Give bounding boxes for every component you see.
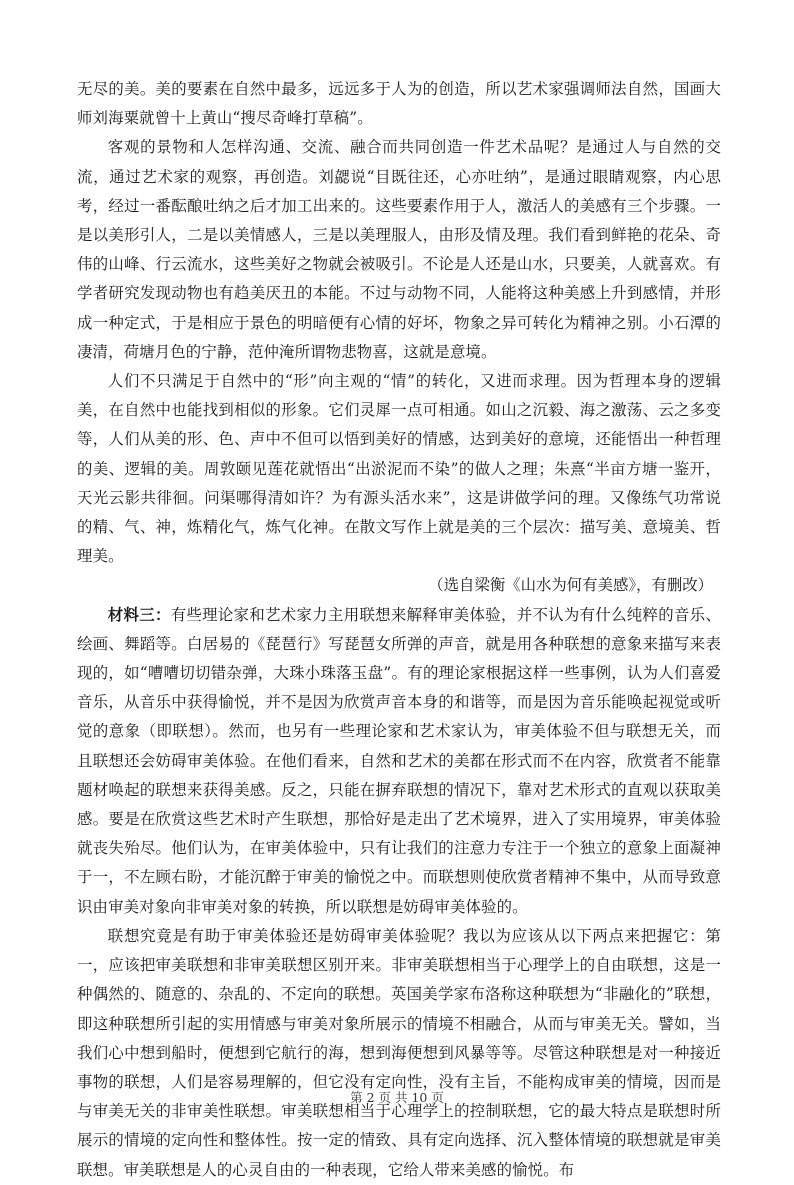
source-citation: （选自梁衡《山水为何有美感》，有删改） [428, 576, 713, 595]
paragraph-continuation: 无尽的美。美的要素在自然中最多，远远多于人为的创造，所以艺术家强调师法自然，国画大师刘海粟就曾十上黄山“搜尽奇峰打草稿”。 [77, 80, 721, 128]
paragraph-philosophy: 人们不只满足于自然中的“形”向主观的“情”的转化，又进而求理。因为哲理本身的逻辑美，在自然中也能找到相似的形象。它们灵犀一点可相通。如山之沉毅、海之激荡、云之多变等，人们从美的形、色、声中不但可以悟到美好的情感，达到美好的意境，还能悟出一种哲理的美、逻辑的美。周敦颐见莲花就悟出“出淤泥而不染”的做人之理；朱熹“半亩方塘一鉴开，天光云影共徘徊。问渠哪得清如许？为有源头活水来”，这是讲做学问的理。又像练气功常说的精、气、神，炼精化气，炼气化神。在散文写作上就是美的三个层次：描写美、意境美、哲理美。 [77, 372, 721, 566]
document-body [77, 75, 721, 1185]
paragraph-association: 联想究竟是有助于审美体验还是妨碍审美体验呢？我以为应该从以下两点来把握它：第一，应该把审美联想和非审美联想区别开来。非审美联想相当于心理学上的自由联想，这是一种偶然的、随意的、杂乱的、不定向的联想。英国美学家布洛称这种联想为“非融化的”联想，即这种联想所引起的实用情感与审美对象所展示的情境不相融合，从而与审美无关。譬如，当我们心中想到船时，便想到它航行的海，想到海便想到风暴等等。尽管这种联想是对一种接近事物的联想，人们是容易理解的，但它没有定向性，没有主旨，不能构成审美的情境，因而是与审美无关的非审美性联想。审美联想相当于心理学上的控制联想，它的最大特点是联想时所展示的情境的定向性和整体性。按一定的情致、具有定向选择、沉入整体情境的联想就是审美联想。审美联想是人的心灵自由的一种表现，它给人带来美感的愉悦。布 [77, 926, 721, 1179]
material-three-label: 材料三： [107, 605, 171, 624]
page-number-footer: 第 2 页 共 10 页 [350, 1090, 444, 1105]
material-three-paragraph [77, 601, 721, 922]
paragraph-communication: 客观的景物和人怎样沟通、交流、融合而共同创造一件艺术品呢？是通过人与自然的交流，通过艺术家的观察，再创造。刘勰说“目既往还，心亦吐纳”，是通过眼睛观察，内心思考，经过一番酝酿吐纳之后才加工出来的。这些要素作用于人，激活人的美感有三个步骤。一是以美形引人，二是以美情感人，三是以美理服人，由形及情及理。我们看到鲜艳的花朵、奇伟的山峰、行云流水，这些美好之物就会被吸引。不论是人还是山水，只要美，人就喜欢。有学者研究发现动物也有趋美厌丑的本能。不过与动物不同，人能将这种美感上升到感情，并形成一种定式，于是相应于景色的明暗便有心情的好坏，物象之异可转化为精神之别。小石潭的凄清，荷塘月色的宁静，范仲淹所谓物悲物喜，这就是意境。 [77, 138, 721, 361]
material-three-text: 有些理论家和艺术家力主用联想来解释审美体验，并不认为有什么纯粹的音乐、绘画、舞蹈等。白居易的《琵琶行》写琵琶女所弹的声音，就是用各种联想的意象来描写来表现的，如“嘈嘈切切错杂弹，大珠小珠落玉盘”。有的理论家根据这样一些事例，认为人们喜爱音乐，从音乐中获得愉悦，并不是因为欣赏声音本身的和谐等，而是因为音乐能唤起视觉或听觉的意象（即联想）。然而，也另有一些理论家和艺术家认为，审美体验不但与联想无关，而且联想还会妨碍审美体验。在他们看来，自然和艺术的美都在形式而不在内容，欣赏者不能靠题材唤起的联想来获得美感。反之，只能在摒弃联想的情况下，靠对艺术形式的直观以获取美感。要是在欣赏这些艺术时产生联想，那恰好是走出了艺术境界，进入了实用境界，审美体验就丧失殆尽。他们认为，在审美体验中，只有让我们的注意力专注于一个独立的意象上面凝神于一，不左顾右盼，才能沉醉于审美的愉悦之中。而联想则使欣赏者精神不集中，从而导致意识由审美对象向非审美对象的转换，所以联想是妨碍审美体验的。 [77, 605, 721, 916]
